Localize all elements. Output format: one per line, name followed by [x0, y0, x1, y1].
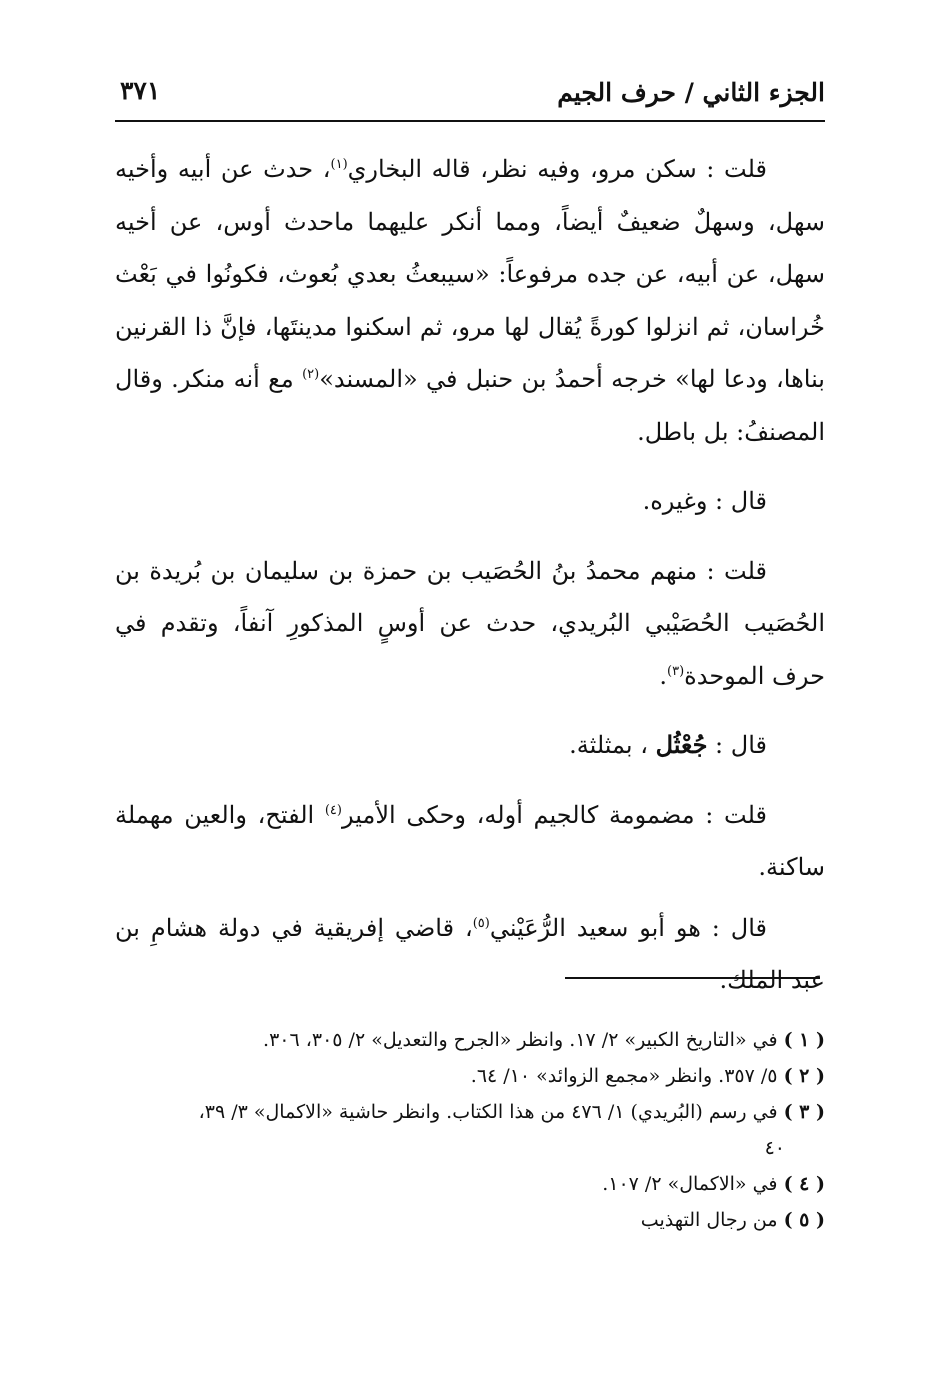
paragraph-3-part-b: . [659, 661, 667, 690]
footnote-1 [115, 1022, 825, 1058]
footnote-text: في «الاكمال» ٢/ ١٠٧. [602, 1173, 784, 1195]
footnote-text: من رجال التهذيب [640, 1209, 784, 1231]
footnote-ref-2: (٢) [302, 367, 320, 382]
entry-headword: جُعْثُل [655, 730, 708, 759]
running-title: الجزء الثاني / حرف الجيم [557, 78, 825, 107]
paragraph-4-part-b: ، بمثلثة. [569, 731, 656, 759]
footnote-ref-1: (١) [330, 157, 348, 172]
paragraph-6-part-b: ، قاضي إفريقية في دولة هشامِ بن عبد الملك. [115, 913, 825, 994]
footnote-text: ٥/ ٣٥٧. وانظر «مجمع الزوائد» ١٠/ ٦٤. [470, 1065, 784, 1087]
paragraph-1-part-a: قلت : سكن مرو، وفيه نظر، قاله البخاري [347, 155, 767, 183]
paragraph-1-part-b: ، حدث عن أبيه وأخيه سهل، وسهلٌ ضعيفٌ أيضاً، ومما أنكر عليهما ماحدث أوس، عن أخيه سهل، عن أبيه، عن جده مرفوعاً: «سيبعثُ بعدي بُعوث، فكونُوا في بَعْث خُراسان، ثم انزلوا كورةً يُقال لها مرو، ثم اسكنوا مدينتَها، فإنَّ ذا القرنين بناها، ودعا لها» خرجه أحمدُ بن حنبل في «المسند» [115, 155, 825, 393]
footnote-number: ( ٣ ) [783, 1101, 825, 1123]
paragraph-6 [115, 902, 825, 1007]
paragraph-5 [115, 789, 825, 894]
footnote-number: ( ٢ ) [783, 1065, 825, 1087]
paragraph-3 [115, 545, 825, 703]
main-text [115, 143, 825, 1024]
footnote-3-continuation: ٤٠ [764, 1137, 785, 1159]
footnote-5 [115, 1202, 825, 1238]
paragraph-5-part-a: قلت : مضمومة كالجيم أوله، وحكى الأمير [341, 800, 767, 829]
footnote-number: ( ١ ) [783, 1029, 825, 1051]
footnote-3 [115, 1094, 825, 1130]
paragraph-1-part-c: مع أنه منكر. وقال المصنفُ: بل باطل. [115, 365, 825, 446]
paragraph-1 [115, 143, 825, 458]
page-header [115, 70, 825, 118]
footnote-text: في «التاريخ الكبير» ٢/ ١٧. وانظر «الجرح والتعديل» ٢/ ٣٠٥، ٣٠٦. [263, 1029, 784, 1051]
paragraph-2: قال : وغيره. [642, 487, 767, 515]
footnote-number: ( ٥ ) [783, 1209, 825, 1231]
paragraph-3-part-a: قلت : منهم محمدُ بنُ الحُصَيب بن حمزة بن سليمان بن بُريدة بن الحُصَيب الحُصَيْبي البُريدي، حدث عن أوسٍ المذكورِ آنفاً، وتقدم في حرف الموحدة [115, 556, 825, 690]
paragraph-4-part-a: قال : [707, 731, 767, 759]
page-number: ٣٧١ [120, 76, 161, 105]
footnote-text: في رسم (البُريدي) ١/ ٤٧٦ من هذا الكتاب. وانظر حاشية «الاكمال» ٣/ ٣٩، [198, 1101, 784, 1123]
header-rule [115, 120, 825, 122]
paragraph-6-part-a: قال : هو أبو سعيد الرُّعَيْني [489, 913, 767, 942]
paragraph-5-part-b: الفتح، والعين مهملة ساكنة. [115, 800, 825, 881]
footnote-number: ( ٤ ) [783, 1173, 825, 1195]
footnote-2 [115, 1058, 825, 1094]
footnote-4 [115, 1166, 825, 1202]
footnote-separator [565, 977, 820, 979]
footnote-ref-5: (٥) [472, 915, 490, 931]
paragraph-4 [115, 719, 825, 772]
footnote-ref-4: (٤) [324, 802, 342, 818]
footnotes [115, 1022, 825, 1238]
footnote-ref-3: (٣) [667, 663, 685, 679]
